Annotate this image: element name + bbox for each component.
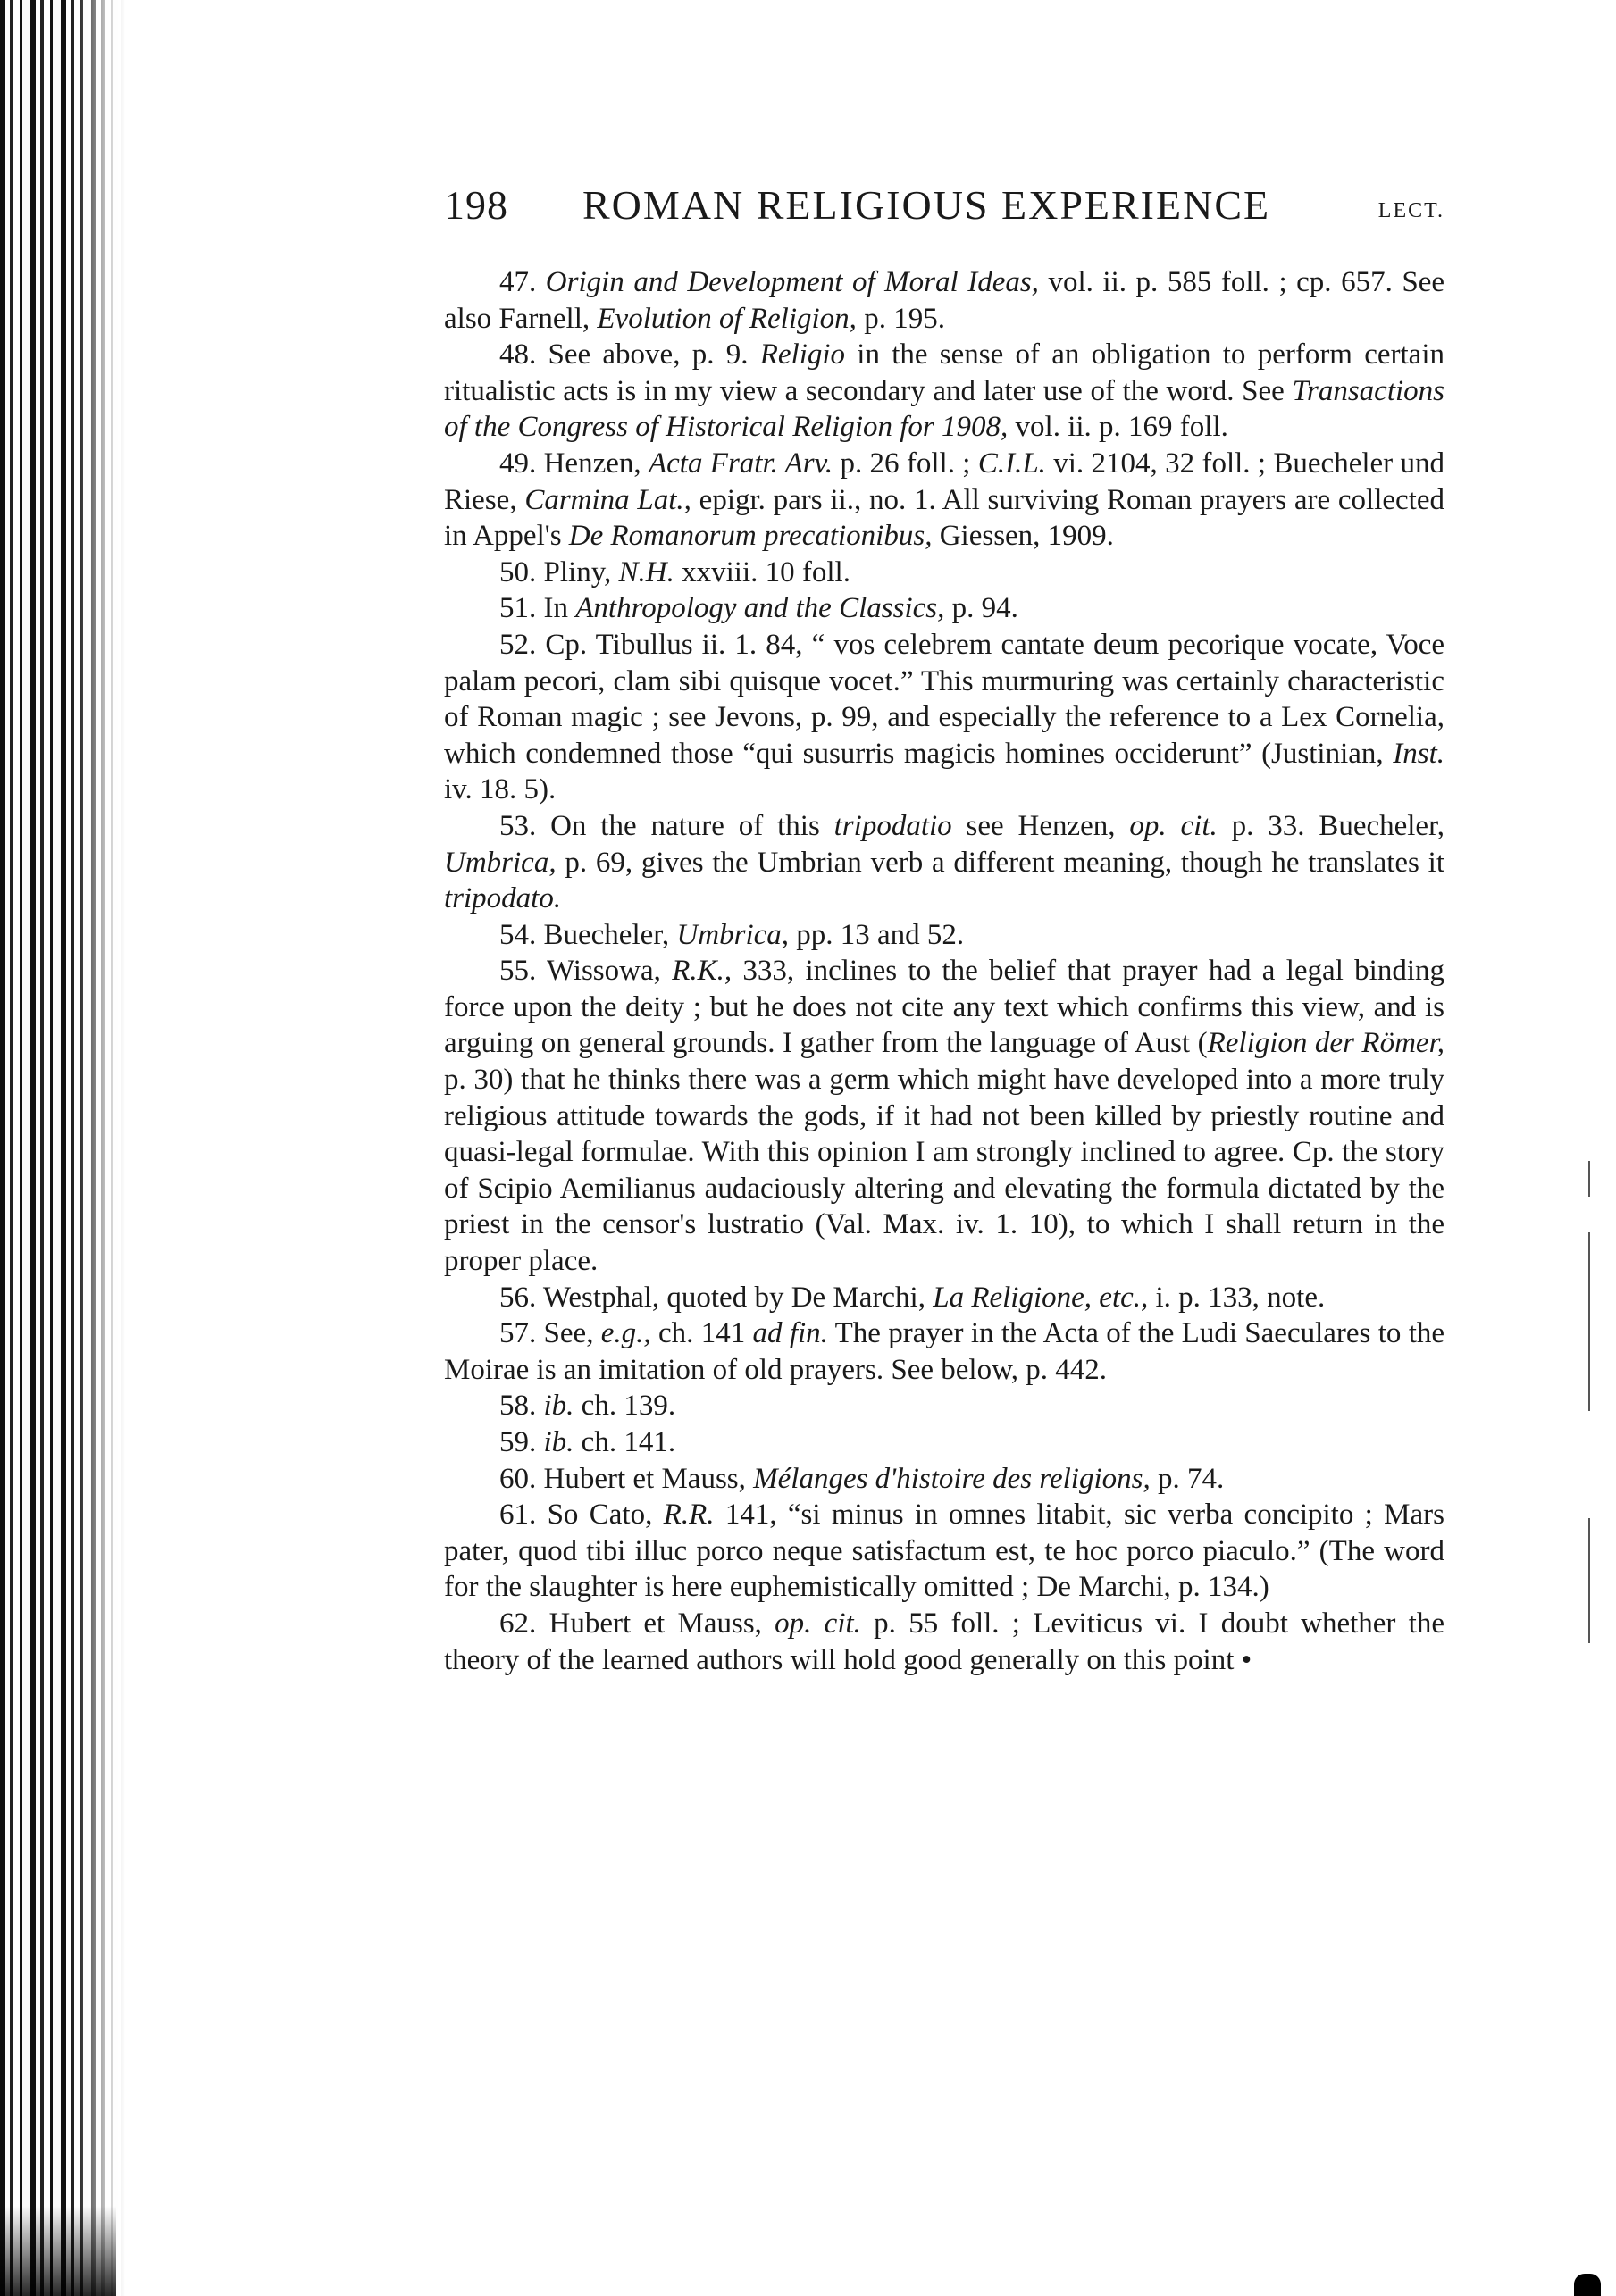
endnote-number: 57. [499,1317,537,1350]
endnote-text: p. 74. [1150,1462,1225,1495]
endnote-number: 56. [499,1281,537,1314]
endnote-italic-text: R.R. [663,1499,715,1532]
endnote-text [536,266,546,298]
endnote-text [536,1390,543,1422]
endnote-number: 61. [499,1499,537,1532]
endnote-text: p. 26 foll. ; [833,447,978,480]
endnote-text: 141, “si minus in omnes litabit, sic verba concipito ; Mars pater, quod tibi illuc porco neque satisfactum est, te hoc porco piaculo.” (The word for the slaughter is here euphemistically omitted ; De Marchi, p. 134.) [444,1499,1444,1604]
running-head [444,179,1444,232]
endnote-italic-text: Carmina Lat., [524,483,691,516]
endnote-text: Pliny, [536,555,619,589]
endnote-number: 52. [499,628,537,661]
endnote [444,627,1444,808]
endnote-text: The prayer in the Acta of the Ludi Saeculares to the Moirae is an imitation of old prayers. See below, p. 442. [444,1317,1445,1386]
endnote-number: 50. [499,555,537,589]
endnote-text: p. 195. [856,302,945,335]
endnote-text: pp. 13 and 52. [789,918,965,951]
endnote [444,1606,1444,1678]
endnote-text: 333, inclines to the belief that prayer had a legal binding force upon the deity ; but he does not cite any text which confirms this view, and is arguing on general grounds. I gather from the language of Aust ( [444,955,1445,1060]
endnote [444,1424,1444,1461]
endnotes [444,264,1444,1678]
endnote-text: epigr. pars ii., no. 1. All surviving Roman prayers are collected in Appel's [444,483,1444,553]
endnote-text: p. 94. [944,592,1018,625]
endnote-number: 62. [499,1607,537,1640]
endnote-text: p. 30) that he thinks there was a germ which might have developed into a more truly religious attitude towards the gods, if it had not been killed by priestly routine and quasi-legal formulae. With this opinion I am strongly inclined to agree. Cp. the story of Scipio Aemilianus audaciously altering and elevating the formula dictated by the priest in the censor's lustratio (Val. Max. iv. 1. 10), to which I shall return in the proper place. [444,1064,1444,1278]
endnote-italic-text: ad fin. [752,1317,828,1350]
endnote-text: Wissowa, [536,955,673,988]
endnote-italic-text: Umbrica, [676,918,790,951]
endnote-number: 60. [499,1462,537,1495]
endnote-italic-text: Transactions of the Congress of Historical Religion for 1908, [444,374,1444,444]
scan-mark [1588,1232,1590,1411]
endnote-text: Hubert et Mauss, [536,1462,754,1495]
endnote-text: Westphal, quoted by De Marchi, [536,1281,934,1314]
endnote [444,1497,1444,1606]
endnote-italic-text: e.g., [600,1317,651,1350]
scan-corner-mark [1574,2274,1601,2296]
endnote-number: 47. [499,266,537,298]
endnote-text: i. p. 133, note. [1148,1281,1326,1314]
endnote-italic-text: tripodato. [444,882,562,915]
endnote [444,590,1444,627]
endnote-italic-text: op. cit. [775,1607,861,1640]
endnote-number: 58. [499,1390,537,1423]
endnote-text: ch. 139. [574,1390,676,1423]
endnote-text: Henzen, [536,447,649,480]
endnote-text: vi. 2104, 32 foll. ; Buecheler und Riese, [444,447,1444,516]
binding-shadow [0,2206,116,2296]
endnote-text: Hubert et Mauss, [536,1607,775,1640]
endnote-text: in the sense of an obligation to perform certain ritualistic acts is in my view a secondary and later use of the word. See [444,338,1444,407]
endnote-italic-text: tripodatio [833,809,952,842]
endnote [444,953,1444,1279]
endnote [444,1461,1444,1498]
endnote-italic-text: Evolution of Religion, [597,302,857,335]
endnote-italic-text: N.H. [618,555,674,589]
endnote-text [536,1426,543,1458]
endnote-text: see Henzen, [951,809,1130,842]
endnote [444,446,1444,555]
endnote [444,1315,1444,1388]
endnote [444,337,1444,446]
endnote-text: vol. ii. p. 585 foll. ; cp. 657. See also Farnell, [444,266,1445,335]
endnote [444,808,1444,917]
endnote-italic-text: ib. [543,1390,574,1423]
endnote-number: 49. [499,447,537,480]
endnote-italic-text: Acta Fratr. Arv. [648,447,833,480]
endnote-text: ch. 141. [574,1426,676,1458]
endnote-text: p. 33. Buecheler, [1217,809,1444,842]
page-number: 198 [444,182,508,228]
scan-mark [1588,1161,1590,1197]
binding-gutter [0,0,125,2296]
lecture-marker: LECT. [1377,199,1444,222]
endnote-number: 54. [499,918,537,951]
endnote-text: See above, p. 9. [536,338,760,372]
endnote-text: Cp. Tibullus ii. 1. 84, “ vos celebrem cantate deum pecorique vocate, Voce palam pecori, clam sibi quisque vocet.” This murmuring was certainly characteristic of Roman magic ; see Jevons, p. 99, and especially the reference to a Lex Cornelia, which condemned those “qui susurris magicis homines occiderunt” (Justinian, [444,628,1444,770]
endnote [444,917,1444,954]
endnote-italic-text: ib. [543,1426,574,1458]
endnote-italic-text: De Romanorum precationibus, [568,520,933,553]
endnote-text: In [536,592,576,625]
endnote [444,555,1444,591]
endnote-number: 53. [499,809,537,842]
book-page [444,179,1444,1678]
endnote-text: Buecheler, [536,918,677,951]
scan-mark [1588,1518,1590,1643]
endnote-text: ch. 141 [650,1317,753,1350]
endnote-text: xxviii. 10 foll. [674,555,850,589]
endnote-text: vol. ii. p. 169 foll. [1008,411,1228,444]
endnote-italic-text: Religion der Römer, [1207,1027,1444,1060]
endnote-italic-text: Umbrica, [444,846,557,879]
endnote [444,264,1444,337]
endnote-text: See, [536,1317,601,1350]
endnote-text: On the nature of this [536,809,834,842]
endnote-text: p. 69, gives the Umbrian verb a different meaning, though he translates it [556,846,1444,879]
endnote-italic-text: R.K., [672,955,733,988]
endnote-number: 51. [499,592,537,625]
endnote-italic-text: Religio [759,338,846,372]
endnote [444,1388,1444,1424]
endnote-text: iv. 18. 5). [444,773,557,806]
running-title: ROMAN RELIGIOUS EXPERIENCE [582,182,1271,228]
endnote-number: 48. [499,338,537,372]
endnote-italic-text: op. cit. [1129,809,1218,842]
endnote-italic-text: La Religione, etc., [933,1281,1149,1314]
endnote-italic-text: Mélanges d'histoire des religions, [753,1462,1151,1495]
endnote-number: 59. [499,1426,537,1458]
endnote-italic-text: C.I.L. [977,447,1046,480]
endnote-italic-text: Anthropology and the Classics, [575,592,945,625]
endnote-text: p. 55 foll. ; Leviticus vi. I doubt whether the theory of the learned authors will hold good generally on this point • [444,1607,1444,1676]
endnote [444,1280,1444,1316]
endnote-italic-text: Inst. [1393,737,1444,770]
endnote-number: 55. [499,955,537,988]
endnote-text: So Cato, [536,1499,664,1532]
endnote-text: Giessen, 1909. [932,520,1114,553]
endnote-italic-text: Origin and Development of Moral Ideas, [545,266,1039,298]
